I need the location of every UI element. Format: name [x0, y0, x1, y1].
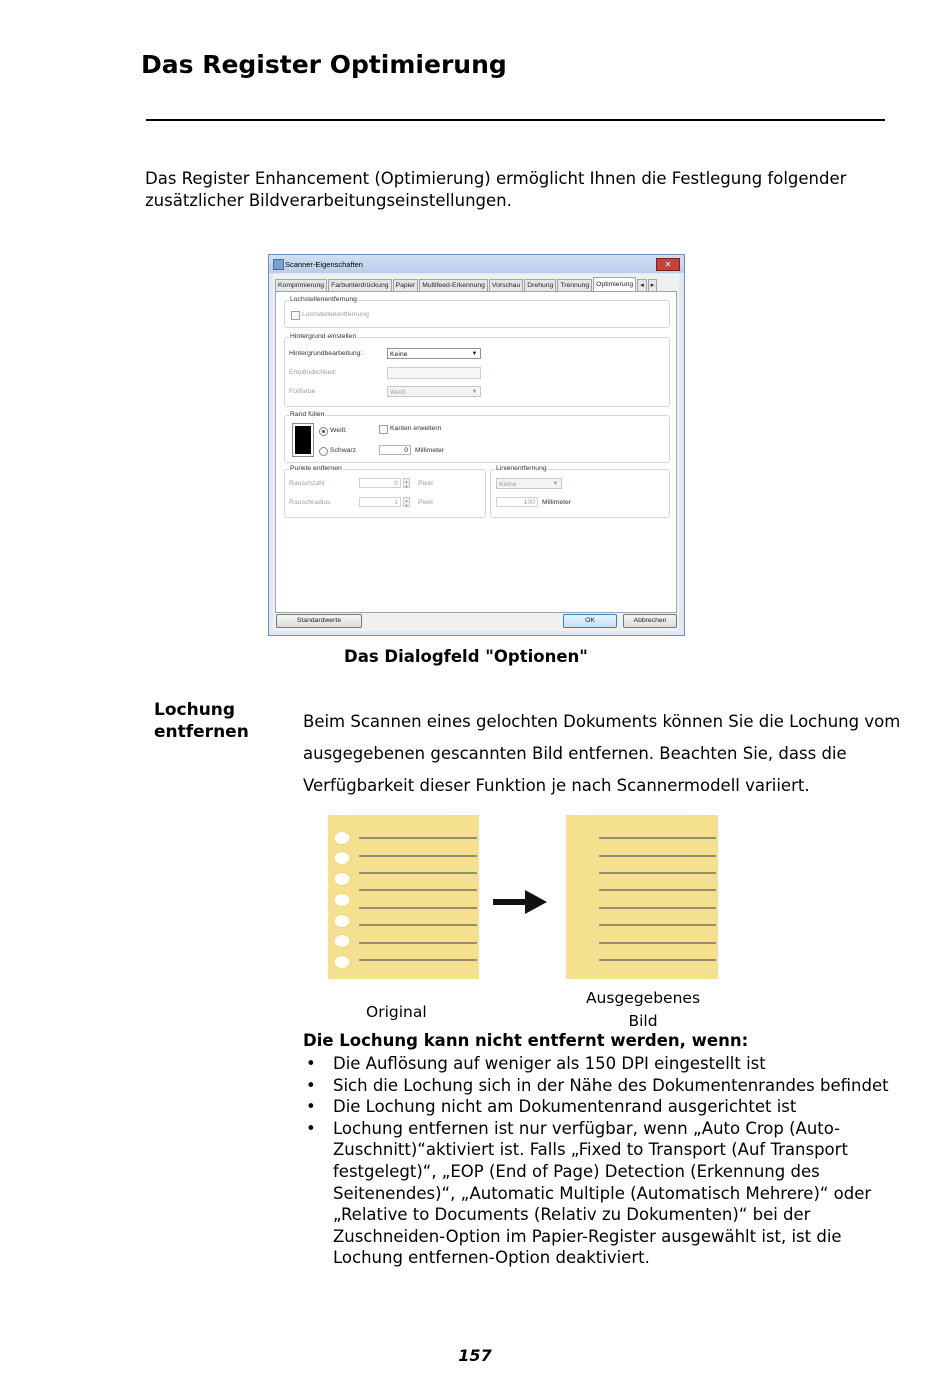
original-page-image — [328, 815, 479, 979]
select-value: Weiß — [390, 389, 406, 396]
scanner-app-icon — [273, 259, 284, 270]
noise-count-unit: Pixel — [418, 480, 433, 487]
tab-enhancement[interactable]: Optimierung — [593, 277, 636, 293]
tab-scroll-right-icon[interactable]: ▸ — [648, 279, 657, 293]
section-heading: Lochung entfernen — [154, 700, 249, 742]
list-item-text: Die Lochung nicht am Dokumentenrand ausgerichtet ist — [333, 1097, 797, 1117]
extend-edges-label: Kanten erweitern — [390, 425, 442, 432]
list-item-text: Die Auflösung auf weniger als 150 DPI eingestellt ist — [333, 1054, 766, 1073]
edge-fill-black-label: Schwarz — [330, 447, 357, 454]
original-image-label: Original — [366, 1003, 427, 1021]
bullet: • — [306, 1075, 316, 1095]
enhancement-tab-panel — [275, 291, 677, 613]
arrow-right-icon — [493, 890, 547, 914]
edge-fill-white-radio[interactable] — [319, 427, 328, 436]
tab-separation[interactable]: Trennung — [557, 279, 592, 293]
tab-compression[interactable]: Komprimierung — [275, 279, 327, 293]
defaults-button[interactable]: Standardwerte — [276, 614, 362, 628]
group-label: Punkte entfernen — [290, 465, 342, 472]
fill-color-label: Füllfarbe — [289, 388, 316, 395]
bullet: • — [306, 1118, 316, 1138]
section-body: Beim Scannen eines gelochten Dokuments können Sie die Lochung vom ausgegebenen gescannten Bild entfernen. Beachten Sie, dass die Verfügbarkeit dieser Funktion je nach Scannermodell variiert. — [303, 712, 901, 795]
page-title: Das Register Optimierung — [141, 50, 507, 79]
background-processing-label: Hintergrundbearbeitung: — [289, 350, 363, 357]
noise-radius-label: Rauschradius — [289, 499, 331, 506]
line-length-input[interactable]: 100 — [496, 497, 538, 507]
ok-button[interactable]: OK — [563, 614, 617, 628]
edge-fill-mm-input[interactable]: 0 — [379, 445, 411, 455]
intro-paragraph: Das Register Enhancement (Optimierung) ermöglicht Ihnen die Festlegung folgender zusätzlicher Bildverarbeitungseinstellungen. — [145, 169, 847, 210]
output-image-label: Ausgegebenes Bild — [585, 989, 701, 1030]
background-processing-select[interactable] — [387, 348, 481, 359]
list-item-text: Lochung entfernen ist nur verfügbar, wenn „Auto Crop (Auto-Zuschnitt)“aktiviert ist. Falls „Fixed to Transport (Auf Transport festgelegt)“, „EOP (End of Page) Detection (Erkennung des Seitenendes)“, „Automatic Multiple (Automatisch Mehrere)“ oder „Relative to Documents (Relativ zu Dokumenten)“ bei der Zuschneiden-Option im Papier-Register ausgewählt ist, ist die Lochung entfernen-Option deaktiviert. — [333, 1118, 872, 1268]
tab-rotation[interactable]: Drehung — [524, 279, 556, 293]
hole-removal-illustration — [325, 812, 725, 984]
list-item — [303, 1118, 903, 1269]
dialog-title: Scanner-Eigenschaften — [285, 260, 363, 269]
title-divider — [146, 119, 885, 121]
sensitivity-slider[interactable] — [387, 367, 481, 379]
list-item — [303, 1075, 903, 1097]
conditions-title: Die Lochung kann nicht entfernt werden, wenn: — [303, 1031, 749, 1050]
tab-preview[interactable]: Vorschau — [489, 279, 523, 293]
chevron-down-icon: ▼ — [552, 481, 559, 487]
select-value: Keine — [499, 481, 517, 488]
noise-count-input[interactable]: 0 — [359, 478, 401, 488]
output-page-image — [566, 815, 718, 979]
close-icon[interactable]: ✕ — [656, 258, 680, 271]
dialog-titlebar — [269, 255, 684, 273]
select-value: Keine — [390, 351, 408, 358]
tab-strip — [275, 277, 658, 291]
spinner-arrows-icon[interactable]: ▲ ▼ — [404, 479, 409, 489]
chevron-down-icon: ▼ — [471, 351, 478, 357]
edge-fill-mm-unit: Millimeter — [415, 447, 445, 454]
tab-multifeed[interactable]: Multifeed-Erkennung — [419, 279, 488, 293]
chevron-down-icon: ▼ — [471, 389, 478, 395]
noise-count-label: Rauschzahl — [289, 480, 325, 487]
bullet: • — [306, 1054, 316, 1073]
tab-paper[interactable]: Papier — [393, 279, 419, 293]
extend-edges-checkbox[interactable] — [379, 425, 388, 434]
scanner-properties-dialog — [268, 254, 685, 636]
bullet: • — [306, 1097, 316, 1117]
tab-color-dropout[interactable]: Farbunterdrückung — [328, 279, 391, 293]
line-removal-group — [490, 465, 670, 518]
list-item — [303, 1053, 903, 1075]
cancel-button[interactable]: Abbrechen — [623, 614, 677, 628]
conditions-list — [303, 1053, 903, 1269]
edge-fill-white-label: Weiß — [330, 427, 346, 434]
group-label: Linienentfernung — [496, 465, 547, 472]
edge-fill-group — [284, 411, 670, 463]
hole-removal-group — [284, 296, 670, 328]
group-label: Lochstellenentfernung — [290, 296, 357, 303]
dialog-caption: Das Dialogfeld "Optionen" — [344, 647, 588, 666]
group-label: Hintergrund einstellen — [290, 333, 357, 340]
group-label: Rand füllen — [290, 411, 325, 418]
list-item-text: Sich die Lochung sich in der Nähe des Dokumentenrandes befindet — [333, 1075, 889, 1095]
hole-removal-checkbox[interactable] — [291, 311, 300, 320]
line-removal-select[interactable] — [496, 478, 562, 489]
despeckle-group — [284, 465, 486, 518]
sensitivity-label: Empfindlichkeit: — [289, 369, 337, 376]
list-item — [303, 1096, 903, 1118]
edge-fill-color-preview — [293, 424, 313, 456]
fill-color-select[interactable] — [387, 386, 481, 397]
tab-scroll-left-icon[interactable]: ◂ — [637, 279, 646, 293]
line-length-unit: Millimeter — [542, 499, 572, 506]
page-number: 157 — [458, 1346, 492, 1365]
noise-radius-input[interactable]: 1 — [359, 497, 401, 507]
dialog-body — [273, 274, 679, 631]
spinner-arrows-icon[interactable]: ▲ ▼ — [404, 498, 409, 508]
hole-removal-label: Lochstellenentfernung — [302, 311, 369, 318]
noise-radius-unit: Pixel — [418, 499, 433, 506]
background-group — [284, 333, 670, 407]
edge-fill-black-radio[interactable] — [319, 447, 328, 456]
